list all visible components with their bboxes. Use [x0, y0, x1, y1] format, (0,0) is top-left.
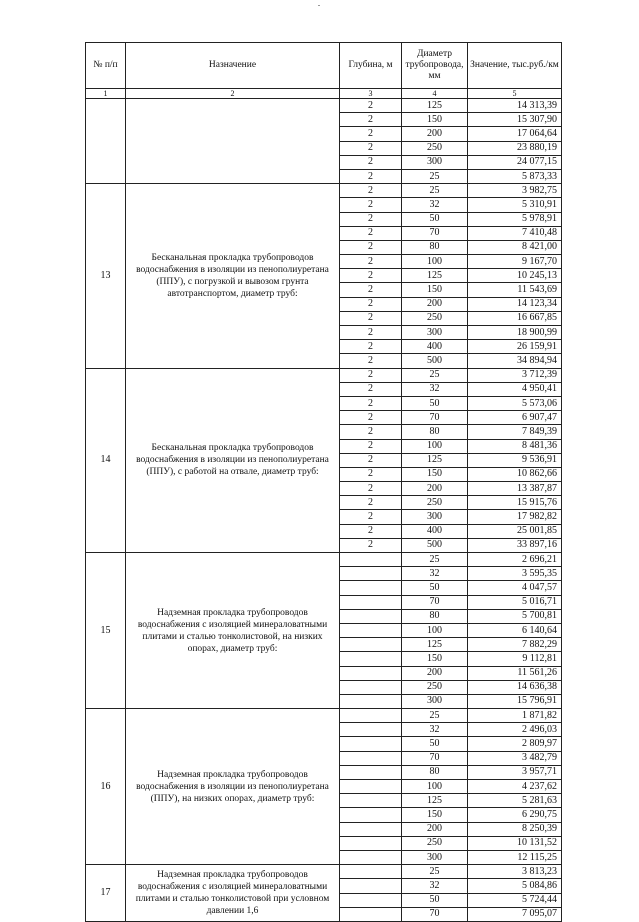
value-cell: 23 880,19 — [468, 141, 562, 155]
value-cell: 5 873,33 — [468, 169, 562, 183]
diameter-cell: 50 — [402, 893, 468, 907]
value-cell: 3 982,75 — [468, 184, 562, 198]
depth-cell — [340, 808, 402, 822]
value-cell: 10 862,66 — [468, 467, 562, 481]
table-row — [86, 553, 562, 567]
value-cell: 5 700,81 — [468, 609, 562, 623]
diameter-cell: 200 — [402, 297, 468, 311]
value-cell: 5 281,63 — [468, 794, 562, 808]
depth-cell — [340, 794, 402, 808]
depth-cell — [340, 879, 402, 893]
diameter-cell: 32 — [402, 567, 468, 581]
value-cell: 3 957,71 — [468, 765, 562, 779]
diameter-cell: 300 — [402, 850, 468, 864]
depth-cell: 2 — [340, 184, 402, 198]
value-cell: 17 982,82 — [468, 510, 562, 524]
depth-cell — [340, 822, 402, 836]
diameter-cell: 150 — [402, 808, 468, 822]
value-cell: 5 016,71 — [468, 595, 562, 609]
depth-cell: 2 — [340, 538, 402, 552]
value-cell: 8 250,39 — [468, 822, 562, 836]
item-number: 15 — [86, 553, 126, 709]
diameter-cell: 100 — [402, 623, 468, 637]
table-row — [86, 865, 562, 879]
item-number: 16 — [86, 709, 126, 865]
value-cell: 7 410,48 — [468, 226, 562, 240]
value-cell: 3 482,79 — [468, 751, 562, 765]
diameter-cell: 150 — [402, 652, 468, 666]
value-cell: 5 724,44 — [468, 893, 562, 907]
depth-cell — [340, 765, 402, 779]
value-cell: 13 387,87 — [468, 482, 562, 496]
depth-cell — [340, 609, 402, 623]
depth-cell: 2 — [340, 496, 402, 510]
value-cell: 9 112,81 — [468, 652, 562, 666]
value-cell: 2 496,03 — [468, 723, 562, 737]
depth-cell — [340, 737, 402, 751]
diameter-cell: 125 — [402, 99, 468, 113]
value-cell: 33 897,16 — [468, 538, 562, 552]
diameter-cell: 25 — [402, 709, 468, 723]
depth-cell: 2 — [340, 354, 402, 368]
value-cell: 14 123,34 — [468, 297, 562, 311]
depth-cell: 2 — [340, 283, 402, 297]
depth-cell: 2 — [340, 141, 402, 155]
depth-cell — [340, 723, 402, 737]
diameter-cell: 300 — [402, 155, 468, 169]
item-number — [86, 99, 126, 184]
depth-cell: 2 — [340, 524, 402, 538]
table-row — [86, 99, 562, 113]
diameter-cell: 200 — [402, 666, 468, 680]
value-cell: 6 140,64 — [468, 623, 562, 637]
value-cell: 7 849,39 — [468, 425, 562, 439]
item-number: 13 — [86, 184, 126, 368]
table-body — [86, 99, 562, 922]
diameter-cell: 25 — [402, 368, 468, 382]
header-col-name: Назначение — [126, 43, 340, 89]
value-cell: 1 871,82 — [468, 709, 562, 723]
scan-speck — [318, 5, 320, 6]
value-cell: 6 907,47 — [468, 411, 562, 425]
diameter-cell: 25 — [402, 865, 468, 879]
depth-cell — [340, 595, 402, 609]
diameter-cell: 70 — [402, 411, 468, 425]
depth-cell — [340, 907, 402, 921]
diameter-cell: 80 — [402, 240, 468, 254]
depth-cell — [340, 680, 402, 694]
value-cell: 15 307,90 — [468, 113, 562, 127]
diameter-cell: 100 — [402, 780, 468, 794]
value-cell: 25 001,85 — [468, 524, 562, 538]
diameter-cell: 250 — [402, 680, 468, 694]
value-cell: 3 813,23 — [468, 865, 562, 879]
diameter-cell: 32 — [402, 723, 468, 737]
depth-cell: 2 — [340, 482, 402, 496]
diameter-cell: 50 — [402, 396, 468, 410]
depth-cell — [340, 581, 402, 595]
header-col-value: Значение, тыс.руб./км — [468, 43, 562, 89]
diameter-cell: 250 — [402, 496, 468, 510]
table-row — [86, 368, 562, 382]
value-cell: 7 882,29 — [468, 638, 562, 652]
diameter-cell: 25 — [402, 184, 468, 198]
diameter-cell: 500 — [402, 538, 468, 552]
item-number: 14 — [86, 368, 126, 552]
diameter-cell: 125 — [402, 453, 468, 467]
column-number: 4 — [402, 89, 468, 99]
table-row — [86, 709, 562, 723]
column-number: 1 — [86, 89, 126, 99]
value-cell: 12 115,25 — [468, 850, 562, 864]
depth-cell: 2 — [340, 326, 402, 340]
value-cell: 8 481,36 — [468, 439, 562, 453]
value-cell: 9 536,91 — [468, 453, 562, 467]
value-cell: 3 712,39 — [468, 368, 562, 382]
diameter-cell: 50 — [402, 581, 468, 595]
document-page — [85, 42, 562, 922]
diameter-cell: 300 — [402, 510, 468, 524]
diameter-cell: 100 — [402, 439, 468, 453]
value-cell: 15 796,91 — [468, 694, 562, 708]
depth-cell: 2 — [340, 240, 402, 254]
depth-cell — [340, 666, 402, 680]
value-cell: 9 167,70 — [468, 255, 562, 269]
diameter-cell: 125 — [402, 794, 468, 808]
depth-cell: 2 — [340, 226, 402, 240]
depth-cell: 2 — [340, 425, 402, 439]
item-description: Бесканальная прокладка трубопроводов водоснабжения в изоляции из пенополиуретана (ППУ), с работой на отвале, диаметр труб: — [126, 368, 340, 552]
value-cell: 5 084,86 — [468, 879, 562, 893]
depth-cell — [340, 623, 402, 637]
value-cell: 4 047,57 — [468, 581, 562, 595]
diameter-cell: 200 — [402, 127, 468, 141]
value-cell: 24 077,15 — [468, 155, 562, 169]
diameter-cell: 125 — [402, 269, 468, 283]
depth-cell: 2 — [340, 269, 402, 283]
diameter-cell: 100 — [402, 255, 468, 269]
depth-cell: 2 — [340, 212, 402, 226]
depth-cell: 2 — [340, 467, 402, 481]
depth-cell: 2 — [340, 368, 402, 382]
value-cell: 5 573,06 — [468, 396, 562, 410]
depth-cell: 2 — [340, 396, 402, 410]
column-number: 5 — [468, 89, 562, 99]
depth-cell — [340, 652, 402, 666]
diameter-cell: 300 — [402, 694, 468, 708]
item-description — [126, 99, 340, 184]
item-number: 17 — [86, 865, 126, 922]
depth-cell: 2 — [340, 340, 402, 354]
diameter-cell: 25 — [402, 553, 468, 567]
value-cell: 2 696,21 — [468, 553, 562, 567]
diameter-cell: 200 — [402, 822, 468, 836]
diameter-cell: 50 — [402, 737, 468, 751]
depth-cell: 2 — [340, 127, 402, 141]
item-description: Надземная прокладка трубопроводов водоснабжения в изоляции из пенополиуретана (ППУ), на низких опорах, диаметр труб: — [126, 709, 340, 865]
value-cell: 18 900,99 — [468, 326, 562, 340]
diameter-cell: 150 — [402, 113, 468, 127]
column-number: 3 — [340, 89, 402, 99]
value-cell: 26 159,91 — [468, 340, 562, 354]
diameter-cell: 50 — [402, 212, 468, 226]
depth-cell: 2 — [340, 255, 402, 269]
depth-cell: 2 — [340, 297, 402, 311]
column-number-row — [86, 89, 562, 99]
depth-cell — [340, 780, 402, 794]
value-cell: 10 245,13 — [468, 269, 562, 283]
depth-cell: 2 — [340, 510, 402, 524]
item-description: Бесканальная прокладка трубопроводов водоснабжения в изоляции из пенополиуретана (ППУ), с погрузкой и вывозом грунта автотранспортом, диаметр труб: — [126, 184, 340, 368]
diameter-cell: 250 — [402, 311, 468, 325]
depth-cell — [340, 865, 402, 879]
value-cell: 2 809,97 — [468, 737, 562, 751]
diameter-cell: 70 — [402, 751, 468, 765]
diameter-cell: 32 — [402, 382, 468, 396]
diameter-cell: 400 — [402, 524, 468, 538]
diameter-cell: 70 — [402, 907, 468, 921]
diameter-cell: 125 — [402, 638, 468, 652]
depth-cell — [340, 893, 402, 907]
diameter-cell: 150 — [402, 467, 468, 481]
diameter-cell: 80 — [402, 425, 468, 439]
column-number: 2 — [126, 89, 340, 99]
depth-cell: 2 — [340, 411, 402, 425]
depth-cell: 2 — [340, 439, 402, 453]
value-cell: 10 131,52 — [468, 836, 562, 850]
depth-cell — [340, 836, 402, 850]
depth-cell — [340, 553, 402, 567]
diameter-cell: 250 — [402, 836, 468, 850]
table-row — [86, 184, 562, 198]
depth-cell — [340, 567, 402, 581]
depth-cell — [340, 751, 402, 765]
diameter-cell: 80 — [402, 765, 468, 779]
value-cell: 17 064,64 — [468, 127, 562, 141]
diameter-cell: 32 — [402, 879, 468, 893]
diameter-cell: 250 — [402, 141, 468, 155]
value-cell: 5 310,91 — [468, 198, 562, 212]
value-cell: 11 561,26 — [468, 666, 562, 680]
diameter-cell: 70 — [402, 226, 468, 240]
diameter-cell: 70 — [402, 595, 468, 609]
depth-cell — [340, 638, 402, 652]
value-cell: 16 667,85 — [468, 311, 562, 325]
header-col-diameter: Диаметр трубопровода, мм — [402, 43, 468, 89]
value-cell: 6 290,75 — [468, 808, 562, 822]
depth-cell: 2 — [340, 113, 402, 127]
value-cell: 14 636,38 — [468, 680, 562, 694]
value-cell: 11 543,69 — [468, 283, 562, 297]
diameter-cell: 200 — [402, 482, 468, 496]
diameter-cell: 300 — [402, 326, 468, 340]
diameter-cell: 150 — [402, 283, 468, 297]
value-cell: 15 915,76 — [468, 496, 562, 510]
diameter-cell: 32 — [402, 198, 468, 212]
value-cell: 3 595,35 — [468, 567, 562, 581]
value-cell: 34 894,94 — [468, 354, 562, 368]
diameter-cell: 500 — [402, 354, 468, 368]
depth-cell — [340, 850, 402, 864]
depth-cell: 2 — [340, 99, 402, 113]
item-description: Надземная прокладка трубопроводов водоснабжения с изоляцией минераловатными плитами и сталью тонколистовой, на низких опорах, диаметр труб: — [126, 553, 340, 709]
depth-cell: 2 — [340, 169, 402, 183]
diameter-cell: 80 — [402, 609, 468, 623]
depth-cell: 2 — [340, 311, 402, 325]
value-cell: 14 313,39 — [468, 99, 562, 113]
value-cell: 5 978,91 — [468, 212, 562, 226]
table-header — [86, 43, 562, 99]
depth-cell: 2 — [340, 453, 402, 467]
depth-cell: 2 — [340, 382, 402, 396]
depth-cell — [340, 709, 402, 723]
item-description: Надземная прокладка трубопроводов водоснабжения с изоляцией минераловатными плитами и сталью тонколистовой при условном давлении 1,6 — [126, 865, 340, 922]
depth-cell — [340, 694, 402, 708]
price-table — [85, 42, 562, 922]
value-cell: 4 950,41 — [468, 382, 562, 396]
diameter-cell: 400 — [402, 340, 468, 354]
value-cell: 7 095,07 — [468, 907, 562, 921]
depth-cell: 2 — [340, 155, 402, 169]
depth-cell: 2 — [340, 198, 402, 212]
diameter-cell: 25 — [402, 169, 468, 183]
value-cell: 8 421,00 — [468, 240, 562, 254]
header-col-no: № п/п — [86, 43, 126, 89]
header-col-depth: Глубина, м — [340, 43, 402, 89]
value-cell: 4 237,62 — [468, 780, 562, 794]
